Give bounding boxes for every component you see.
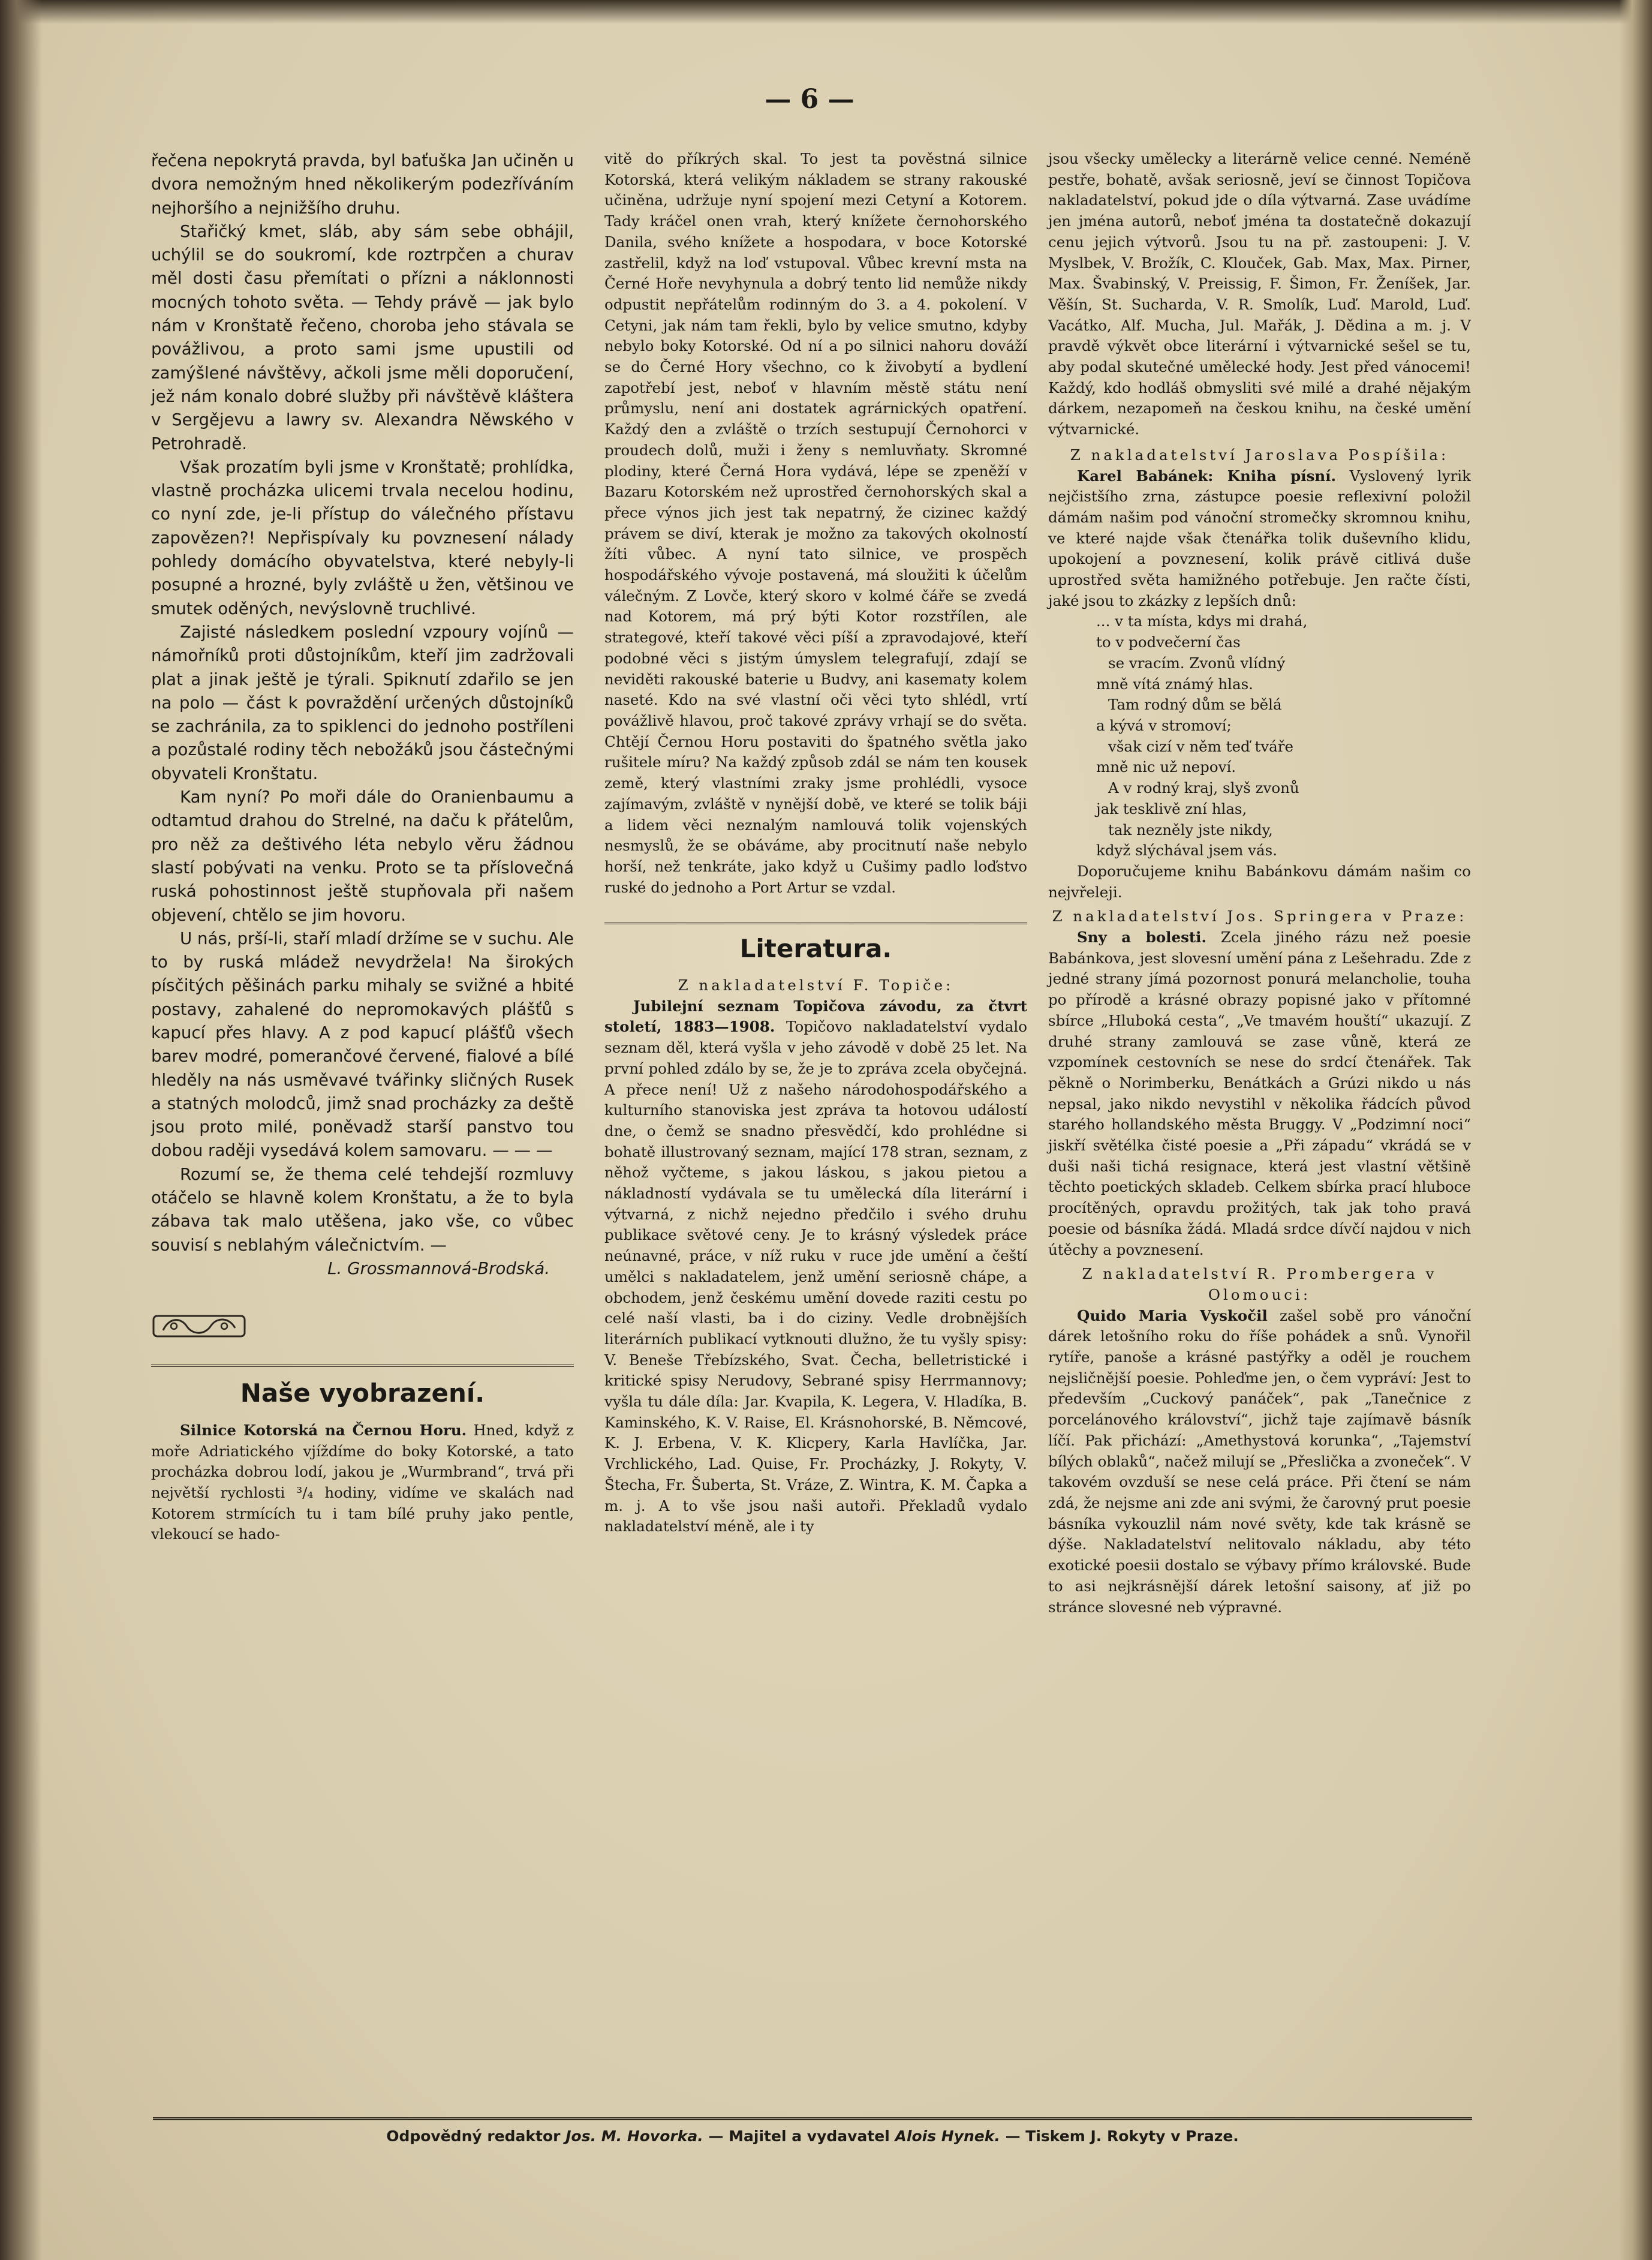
paragraph-text: Zcela jiného rázu než poesie Babánkova, jest slovesní umění pána z Lešehradu. Zde z jedné strany jímá pozornost ponurá melancholie, touha po přírodě a krásné obrazy popisné jako v přítomné sbírce „Hluboká cesta“, „Ve tmavém houští“ ukazují. Z druhé strany zamlouvá se zase vůně, která ze vzpomínek cestovních se nese do srdcí čtenářek. Tak pěkně o Norimberku, Benátkách a Grúzi nikdo u nás nepsal, jako nikdo nevystihl v několika řádcích původ starého hollandského města Bruggy. V „Podzimní noci“ jiskří světélka čisté poesie a „Při západu“ vkrádá se v duši naši tichá resignace, která jest vlastní většině těchto poetických skladeb. Celkem sbírka prací hluboce procítěných, opravdu prožitých, tak jak toho pravá poesie od básníka žádá. Mladá srdce dívčí najdou v nich útěchy a povznesení.: [1048, 928, 1471, 1258]
paragraph: [1048, 466, 1471, 612]
publisher-heading: Z nakladatelství Jaroslava Pospíšila:: [1070, 446, 1449, 464]
footer-imprint: [153, 2127, 1472, 2145]
poem-line: mně nic už nepoví.: [1096, 758, 1236, 776]
paragraph: Stařičký kmet, sláb, aby sám sebe obhájil, uchýlil se do soukromí, kde roztrpčen a churav měl dosti času přemítati o přízni a náklonnosti mocných tohoto světa. — Tehdy právě — jak bylo nám v Kronštatě řečeno, choroba jeho stávala se povážlivou, a proto sami jsme upustili od zamýšlené návštěvy, ačkoli jsme měli doporučení, jež nám konalo dobré služby při návštěvě kláštera v Sergějevu a lawry sv. Alexandra Něwského v Petrohradě.: [151, 221, 574, 453]
paragraph-lead: Sny a bolesti.: [1077, 928, 1207, 946]
publisher-heading: Z nakladatelství F. Topiče:: [678, 976, 954, 994]
publisher-heading: Z nakladatelství R. Prombergera v Olomouci:: [1082, 1265, 1437, 1303]
editor-label: Odpovědný redaktor: [386, 2127, 561, 2145]
paragraph: Rozumí se, že thema celé tehdejší rozmluvy otáčelo se hlavně kolem Kronštatu, a že to byla zábava tak malo utěšena, jako vše, co vůbec souvisí s neblahým válečnictvím. —: [151, 1164, 574, 1255]
paragraph-text: zašel sobě pro vánoční dárek letošního roku do říše pohádek a snů. Vynořil rytíře, panoše a krásné pastýřky a oděl je rouchem nejsličnější poesie. Pohleďme jen, o čem vypráví: Jest to především „Cuckový panáček“, pak „Tanečnice z porcelánového království“, jichž taje zajímavě básník líčí. Pak přichází: „Amethystová korunka“, „Tajemství bílých oblaků“, načež milují se „Přeslička a zvoneček“. V takovém ovzduší se nese celá práce. Při čtení se nám zdá, že nejsme ani zde ani svými, že čarovný prut poesie básníka vykouzlil nám nové světy, kde tak krásně se dýše. Nakladatelství nelitovalo nákladu, aby této exotické poesii dostalo se výbavy přímo královské. Bude to asi nejkrásnější dárek letošní saisony, ať již po stránce slovesné neb výpravné.: [1048, 1306, 1471, 1616]
paragraph: Kam nyní? Po moři dále do Oranienbaumu a odtamtud drahou do Strelné, na daču k přátelům, pro něž za deštivého léta nebylo věru žádnou slastí pobývati na venku. Proto se ta příslovečná ruská pohostinnost ještě stupňovala při našem objevení, chtělo se jim hovoru.: [151, 787, 574, 925]
poem-line: Tam rodný dům se bělá: [1108, 696, 1282, 714]
publisher-heading: Z nakladatelství Jos. Springera v Praze:: [1052, 907, 1467, 925]
paragraph-lead: Jubilejní seznam Topičova závodu, za čtvrt století, 1883—1908.: [604, 997, 1027, 1036]
column-1: [151, 149, 574, 1545]
section-heading-literatura: Literatura.: [739, 934, 892, 964]
editor-name: Jos. M. Hovorka.: [565, 2127, 703, 2145]
paragraph: [151, 1420, 574, 1545]
poem-line: jak tesklivě zní hlas,: [1096, 800, 1247, 818]
poem-line: ... v ta místa, kdys mi drahá,: [1096, 612, 1308, 630]
section-heading-nase-vyobrazeni: Naše vyobrazení.: [240, 1378, 485, 1408]
poem-line: A v rodný kraj, slyš zvonů: [1108, 779, 1299, 797]
paragraph: Však prozatím byli jsme v Kronštatě; prohlídka, vlastně procházka ulicemi trvala necelou hodinu, co nyní zde, je-li přístup do válečného přístavu zapovězen?! Nepřispívaly ku povznesení nálady pohledy domácího obyvatelstva, které nebyly-li posupné a hrozné, byly zvláště u žen, většinou ve smutek oděných, nevýslovně truchlivé.: [151, 456, 574, 618]
paragraph: U nás, prší-li, staří mladí držíme se v suchu. Ale to by ruská mládež nevydržela! Na širokých písčitých pěšinách parku mihaly se svižné a hbité postavy, zahalené do nepromokavých plášťů s kapucí přes hlavy. A z pod kapucí plášťů všech barev modré, pomerančové červené, fialové a bílé hleděly na nás usměvavé tvářinky sličných Rusek a statných molodců, jimž snad procházky za deště jsou proto milé, poněvadž starší panstvo tou dobou raději vysedává kolem samovaru. — — —: [151, 928, 574, 1161]
binding-shadow: [0, 0, 42, 2260]
page-top-edge: [0, 0, 1652, 24]
poem-line: se vracím. Zvonů vlídný: [1108, 654, 1286, 672]
paragraph: jsou všecky umělecky a literárně velice cenné. Neméně pestře, bohatě, avšak seriosně, jeví se činnost Topičova nakladatelství, pokud jde o díla výtvarná. Zase uvádíme jen jména autorů, neboť jména ta dostatečně dokazují cenu jejich výtvorů. Jsou tu na př. zastoupeni: J. V. Myslbek, V. Brožík, C. Klouček, Gab. Max, Max. Pirner, Max. Švabinský, V. Preissig, F. Šimon, Fr. Ženíšek, Jar. Věšín, St. Sucharda, V. R. Smolík, Luď. Marold, Luď. Vacátko, Alf. Mucha, Jul. Mařák, J. Dědina a m. j. V pravdě výkvět obce literární i výtvarnické sešel se tu, aby podal skutečné umělecké hody. Jest před vánocemi! Každý, kdo hodláš obmysliti své milé a drahé nějakým dárkem, nezapomeň na českou knihu, na české umění výtvarnické.: [1048, 150, 1471, 438]
poem-line: a kývá v stromoví;: [1096, 716, 1232, 734]
paragraph-lead: Quido Maria Vyskočil: [1077, 1306, 1268, 1324]
footer-divider: [153, 2117, 1472, 2120]
paragraph: Doporučujeme knihu Babánkovu dámám našim co nejvřeleji.: [1048, 862, 1471, 901]
paragraph: řečena nepokrytá pravda, byl baťuška Jan učiněn u dvora nemožným hned několikerým podezříváním nejhoršího a nejnižšího druhu.: [151, 151, 574, 218]
paragraph-text: Hned, když z moře Adriatického vjíždíme do boky Kotorské, a tato procházka dobrou lodí, jakou je „Wurmbrand“, trvá při největší rychlosti ³/₄ hodiny, vidíme ve skalách nad Kotorem strmících tu i tam bílé pruhy jako pentle, vlekoucí se hado-: [151, 1421, 574, 1543]
owner-label: — Majitel a vydavatel: [708, 2127, 890, 2145]
author-signature: L. Grossmannová-Brodská.: [327, 1258, 550, 1278]
column-2: [604, 149, 1027, 1537]
section-divider: [604, 922, 1027, 924]
poem-line: však cizí v něm teď tváře: [1108, 737, 1293, 755]
owner-name: Alois Hynek.: [895, 2127, 1000, 2145]
paragraph-lead: Karel Babánek: Kniha písní.: [1077, 467, 1337, 485]
ornament-icon: [151, 1312, 247, 1340]
poem-line: tak nezněly jste nikdy,: [1108, 821, 1273, 839]
paragraph: [604, 996, 1027, 1537]
printer-note: — Tiskem J. Rokyty v Praze.: [1005, 2127, 1239, 2145]
paragraph-text: Topičovo nakladatelství vydalo seznam děl, která vyšla v jeho závodě v době 25 let. Na první pohled zdálo by se, že je to zpráva zcela obyčejná. A přece není! Už z našeho národohospodářského a kulturního stanoviska jest zpráva ta hotovou událostí dne, o čemž se snadno přesvědčí, kdo prohlédne si bohatě illustrovaný seznam, mající 178 stran, seznam, z něhož vyčteme, s jakou láskou, s jakou pietou a nákladností vydávala se tu umělecká díla literární i výtvarná, z nichž nejedno předčilo i svého druhu publikace světové ceny. Je to krásný výsledek práce neúnavné, práce, v níž ruku v ruce jde umění a čeští umělci s nakladatelem, jenž umění seriosně chápe, a obchodem, jenž českému umění dovede raziti cestu po celé naší vlasti, ba i do ciziny. Vedle drobnějších literárních publikací vytknouti dlužno, že tu vyšly spisy: V. Beneše Třebízského, Svat. Čecha, belletristické i kritické spisy Nerudovy, Sebrané spisy Herrmannovy; vyšla tu dále díla: Jar. Kvapila, K. Legera, V. Hladíka, B. Kaminského, K. V. Raise, El. Krásnohorské, B. Němcové, K. J. Erbena, V. K. Klicpery, Karla Havlíčka, Jar. Vrchlického, Lad. Quise, Fr. Procházky, J. Rokyty, V. Štecha, Fr. Šuberta, St. Vráze, Z. Wintra, K. M. Čapka a m. j. A to vše jsou naši autoři. Překladů vydalo nakladatelství méně, ale i ty: [604, 1018, 1027, 1535]
poem: [1048, 611, 1471, 861]
column-3: [1048, 149, 1471, 1618]
poem-line: to v podvečerní čas: [1096, 633, 1241, 651]
paragraph: vitě do příkrých skal. To jest ta pověstná silnice Kotorská, která velikým nákladem se strany rakouské učiněna, udržuje nyní spojení mezi Cetyní a Kotorem. Tady kráčel onen vrah, který knížete černohorského Danila, svého knížete a hospodara, v boce Kotorské zastřelil, když na loď vstupoval. Vůbec krevní msta na Černé Hoře nevyhynula a dobrý tento lid nemůže nikdy odpustit nepřátelům rodinným do 3. a 4. pokolení. V Cetyni, jak nám tam řekli, bylo by velice smutno, kdyby nebylo boky Kotorské. Od ní a po silnici nahoru dováží se do Černé Hory všechno, co k živobytí a bydlení zapotřebí jest, neboť v hlavním městě státu není průmyslu, není ani dostatek agrárnických opatření. Každý den a zvláště o trzích sestupují Černohorci v proudech dolů, muži i ženy s nemluvňaty. Skromné plodiny, které Černá Hora vydává, lépe se zpeněží v Bazaru Kotorském než uprostřed černohorských skal a přece výnos jich jest tak nepatrný, že cizinec každý právem se diví, kterak je možno za takových okolností žíti vůbec. A nyní tato silnice, ve prospěch hospodářského vývoje postavená, má sloužiti k účelům válečným. Z Lovče, který skoro v kolmé čáře se zvedá nad Kotorem, má prý býti Kotor rozstřílen, ale strategové, kteří takové věci píší a zpravodajové, kteří podobné věci s jistým úmyslem telegrafují, zdají se neviděti rakouské baterie u Budvy, ani kasematy kolem naseté. Kdo na své vlastní oči věci tyto shlédl, vrtí povážlivě hlavou, proč takové zprávy vrhají se do světa. Chtějí Černou Horu postaviti do špatného světla jako rušitele míru? Na každý způsob zdál se nám ten kousek země, který vlastními zraky jsme prohlédli, vysoce zajímavým, zvláště v nynější době, ve které se tolik báji a lidem věci neznalým namlouvá tolik vojenských nesmyslů, že se obáváme, aby procitnutí naše nebylo horší, než tenkráte, jako když u Cušimy padlo loďstvo ruské do jednoho a Port Artur se vzdal.: [604, 150, 1027, 896]
poem-line: mně vítá známý hlas.: [1096, 675, 1253, 693]
paragraph: [1048, 1306, 1471, 1618]
page-number: — 6 —: [765, 84, 854, 115]
poem-line: když slýchával jsem vás.: [1096, 842, 1277, 859]
paragraph-lead: Silnice Kotorská na Černou Horu.: [180, 1421, 467, 1439]
section-divider: [151, 1365, 574, 1367]
paragraph-text: Vyslovený lyrik nejčistšího zrna, zástupce poesie reflexivní položil dámám našim pod vánoční stromečky skromnou knihu, ve které najde však čtenářka tolik duševního klidu, upokojení a povznesení, kolik právě citlivá duše uprostřed světa hamižného potřebuje. Jen račte čísti, jaké jsou to zkázky z lepších dnů:: [1048, 467, 1471, 609]
paragraph: Zajisté následkem poslední vzpoury vojínů — námořníků proti důstojníkům, kteří jim zadržovali plat a jinak ještě je týrali. Spiknutí zdařilo se jen na polo — část k povraždění určených důstojníků se zachránila, za to spiklenci do jednoho postříleni a pozůstalé rodiny těch nebožáků jsou částečnými obyvateli Kronštatu.: [151, 621, 574, 783]
page-right-edge: [1619, 0, 1652, 2260]
paragraph: [1048, 927, 1471, 1260]
